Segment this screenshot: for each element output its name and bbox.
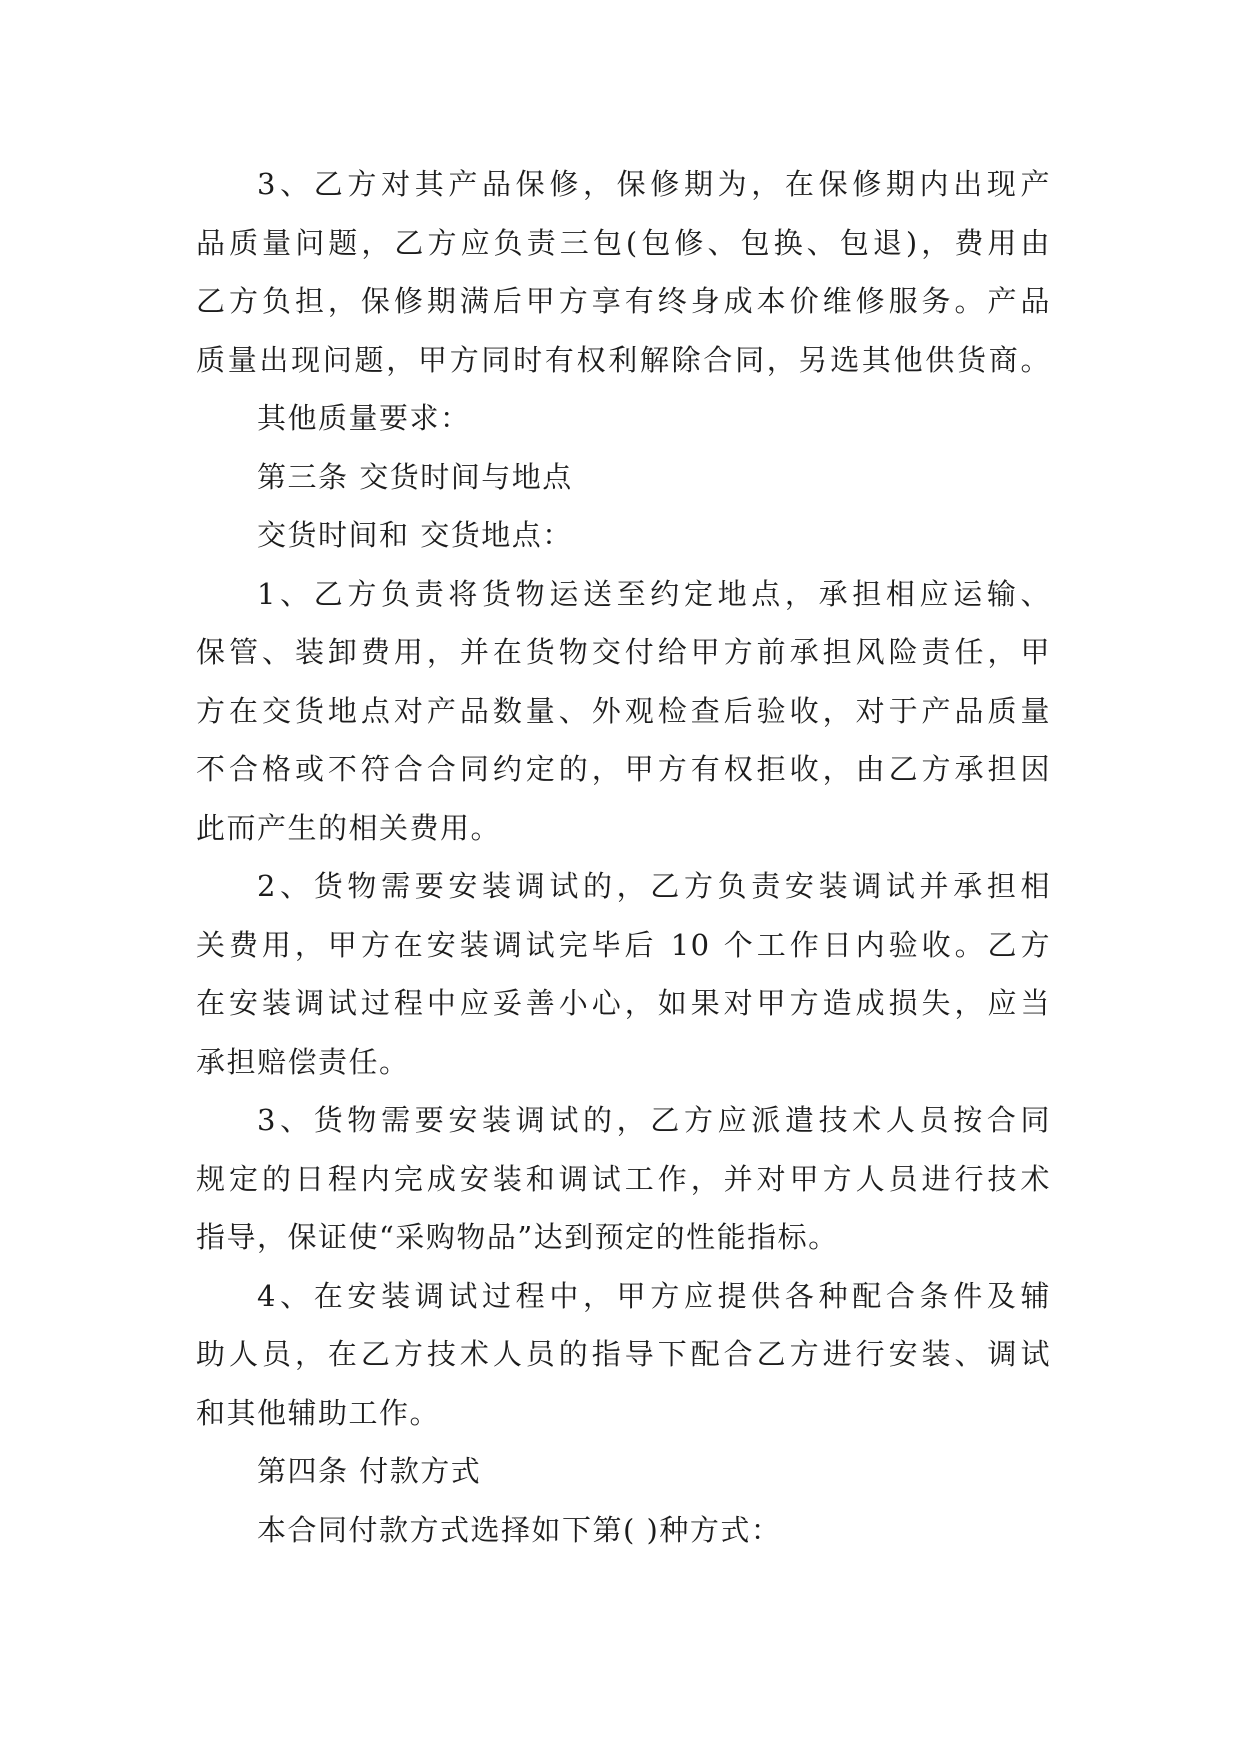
clause-3 (196, 1091, 1051, 1267)
paragraph-other-quality (196, 389, 1051, 448)
text-line: 其他质量要求： (257, 401, 471, 435)
text-line: 质量出现问题，甲方同时有权利解除合同，另选其他供货商。 (196, 342, 1051, 377)
section-heading-article-3 (196, 448, 1051, 507)
text-line: 方在交货地点对产品数量、外观检查后验收，对于产品质量 (196, 693, 1051, 728)
text-line: 交货时间和 交货地点： (257, 518, 573, 552)
text-line: 保管、装卸费用，并在货物交付给甲方前承担风险责任，甲 (196, 635, 1051, 669)
document-body (196, 155, 1051, 1559)
text-line: 本合同付款方式选择如下第( )种方式： (257, 1512, 782, 1547)
text-line: 关费用，甲方在安装调试完毕后 10 个工作日内验收。乙方 (196, 927, 1051, 962)
text-line: 承担赔偿责任。 (196, 1044, 410, 1079)
text-line: 此而产生的相关费用。 (196, 810, 502, 845)
clause-2 (196, 857, 1051, 1091)
clause-1 (196, 565, 1051, 858)
text-line: 1、乙方负责将货物运送至约定地点，承担相应运输、 (257, 576, 1051, 611)
text-line: 3、货物需要安装调试的，乙方应派遣技术人员按合同 (257, 1103, 1051, 1137)
clause-4 (196, 1267, 1051, 1443)
section-heading: 第四条 付款方式 (257, 1454, 482, 1488)
section-heading-article-4 (196, 1442, 1051, 1501)
text-line: 3、乙方对其产品保修，保修期为，在保修期内出现产 (257, 167, 1051, 201)
text-line: 规定的日程内完成安装和调试工作，并对甲方人员进行技术 (196, 1161, 1051, 1196)
text-line: 在安装调试过程中应妥善小心，如果对甲方造成损失，应当 (196, 986, 1051, 1020)
text-line: 乙方负担，保修期满后甲方享有终身成本价维修服务。产品 (196, 284, 1051, 318)
text-line: 指导，保证使“采购物品”达到预定的性能指标。 (196, 1220, 839, 1254)
paragraph-payment-method (196, 1501, 1051, 1560)
section-heading: 第三条 交货时间与地点 (257, 459, 573, 494)
text-line: 品质量问题，乙方应负责三包(包修、包换、包退)，费用由 (196, 225, 1051, 260)
paragraph-delivery-time-place (196, 506, 1051, 565)
text-line: 2、货物需要安装调试的，乙方负责安装调试并承担相 (257, 869, 1051, 903)
text-line: 助人员，在乙方技术人员的指导下配合乙方进行安装、调试 (196, 1337, 1051, 1371)
text-line: 4、在安装调试过程中，甲方应提供各种配合条件及辅 (257, 1278, 1051, 1313)
text-line: 和其他辅助工作。 (196, 1395, 441, 1430)
paragraph-warranty (196, 155, 1051, 389)
text-line: 不合格或不符合合同约定的，甲方有权拒收，由乙方承担因 (196, 752, 1051, 786)
